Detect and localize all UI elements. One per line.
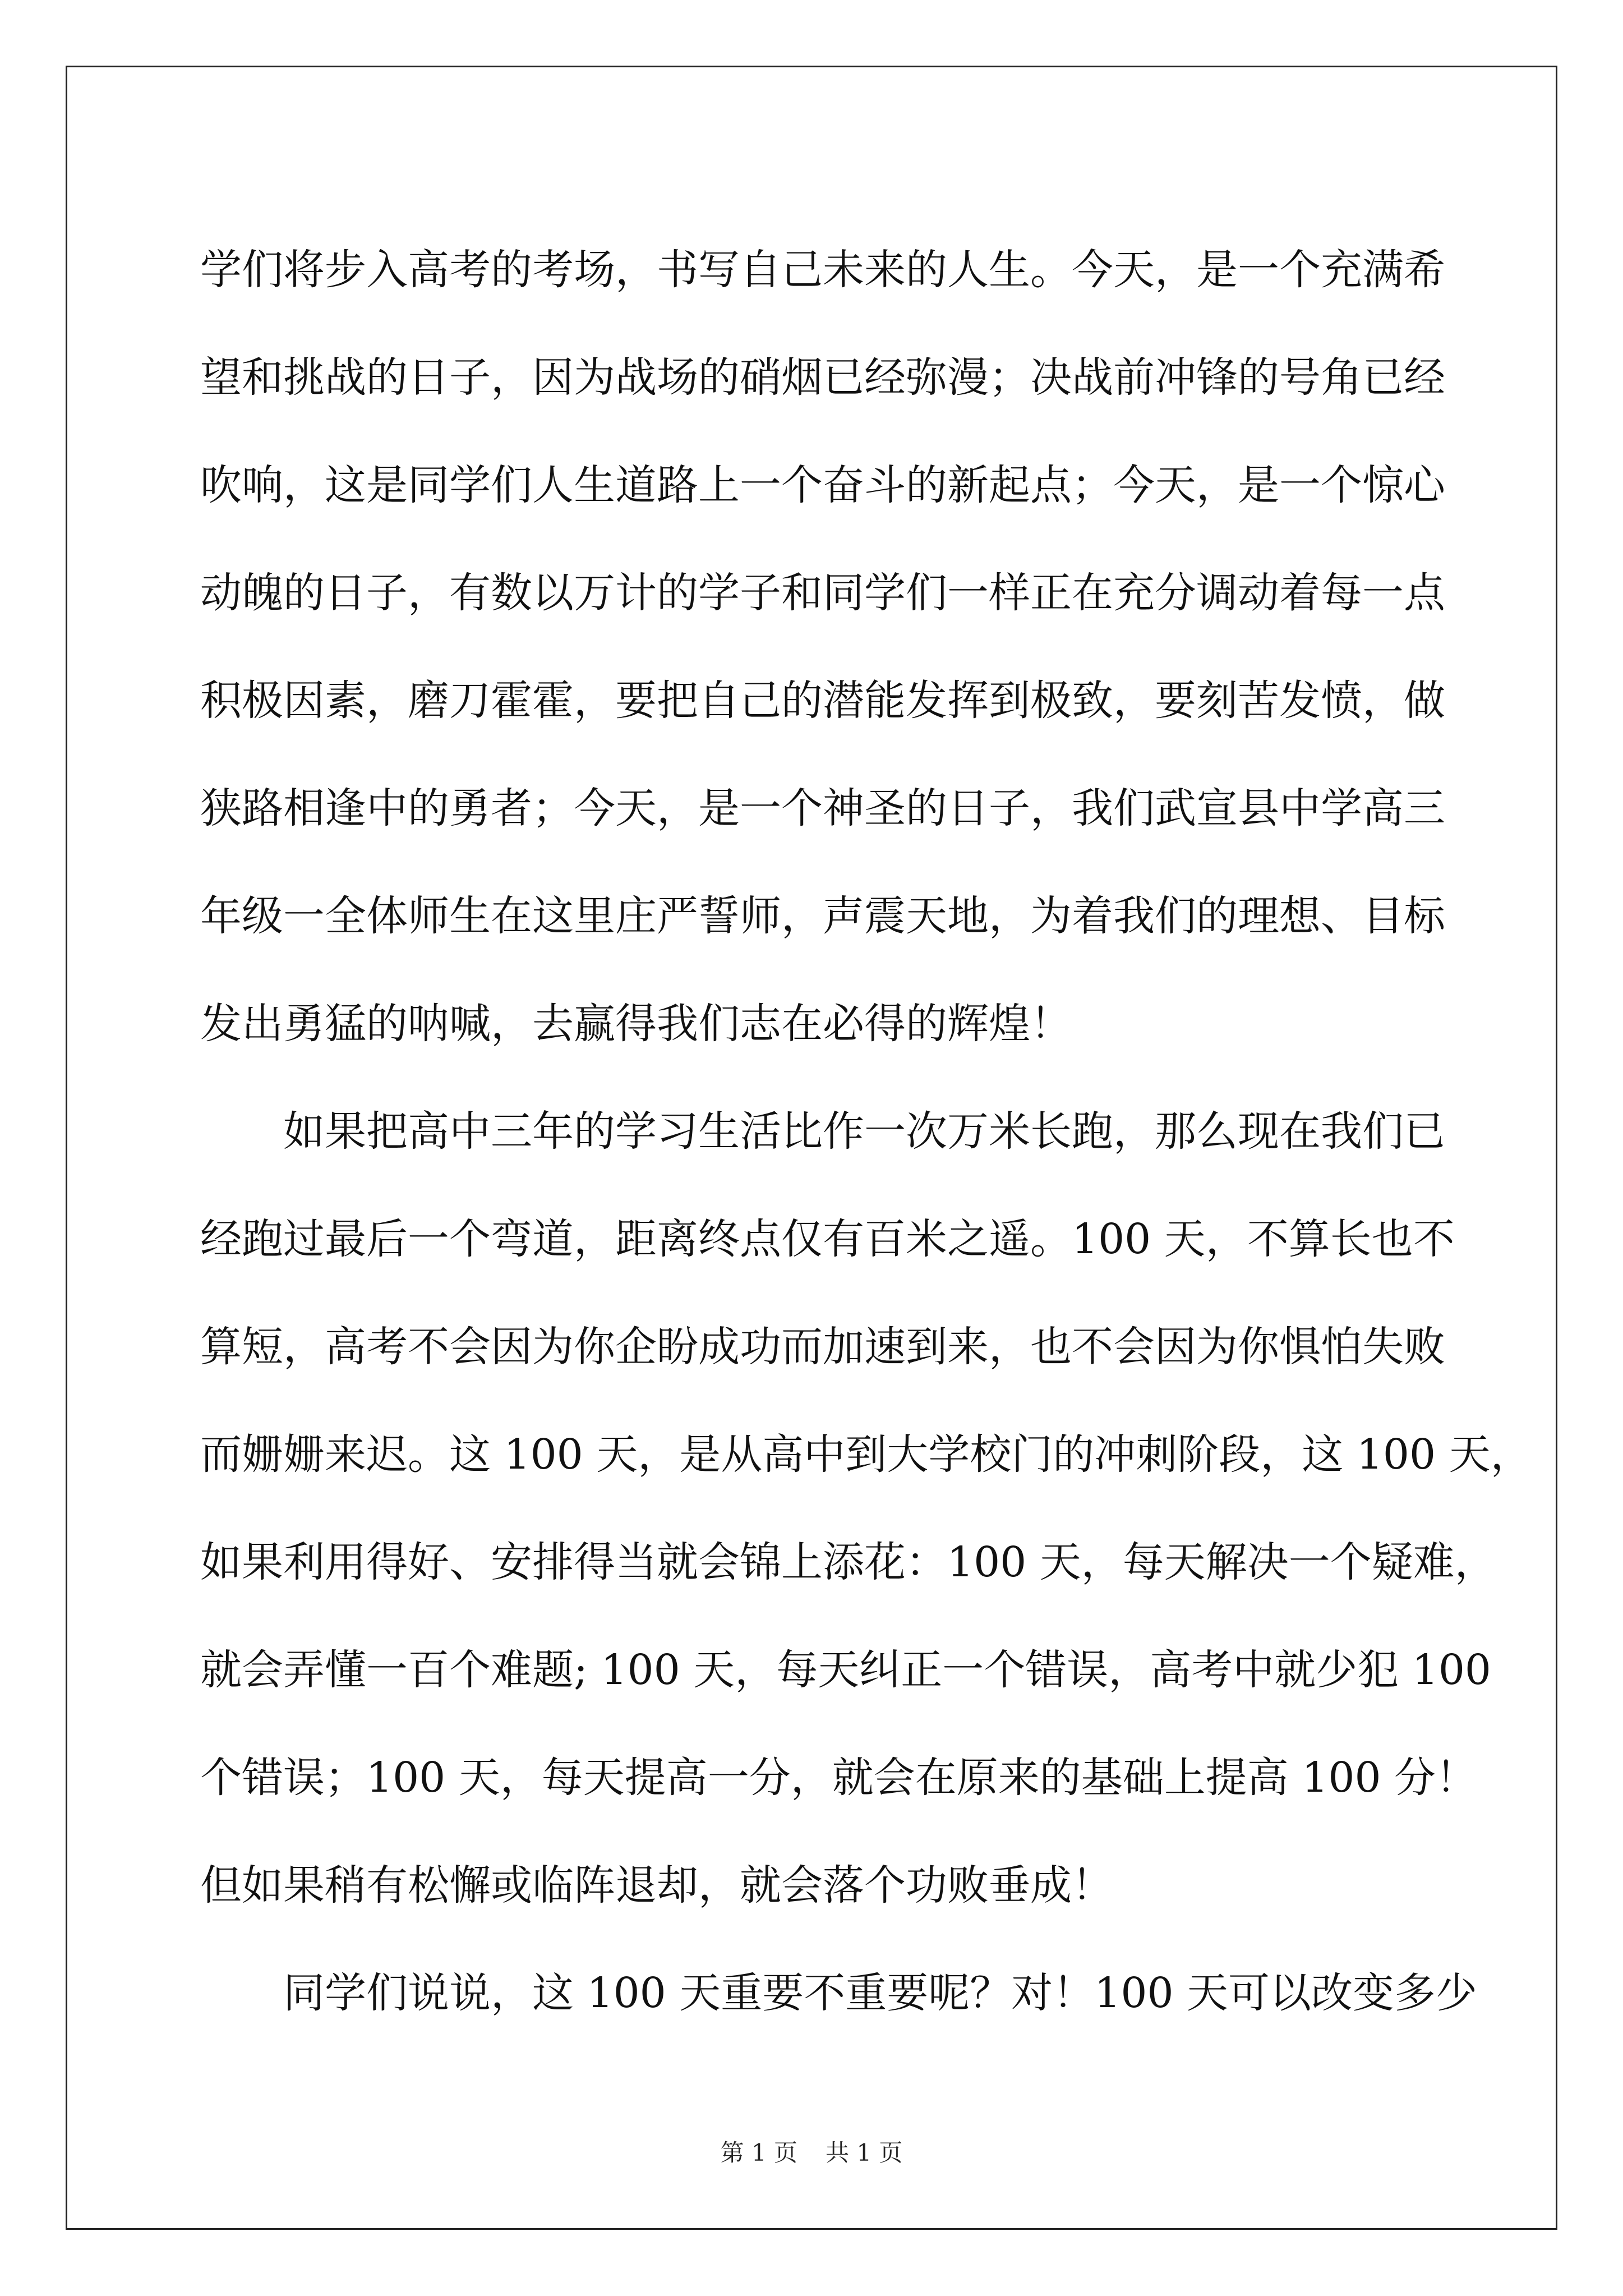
document-body <box>200 216 1532 2047</box>
text-line: 望和挑战的日子，因为战场的硝烟已经弥漫；决战前冲锋的号角已经 <box>200 353 1445 402</box>
text-line: 狭路相逢中的勇者；今天，是一个神圣的日子，我们武宣县中学高三 <box>200 784 1445 832</box>
text-line: 但如果稍有松懈或临阵退却，就会落个功败垂成！ <box>200 1861 1113 1910</box>
paragraph-start-line: 如果把高中三年的学习生活比作一次万米长跑，那么现在我们已 <box>283 1107 1445 1156</box>
text-line: 学们将步入高考的考场，书写自己未来的人生。今天，是一个充满希 <box>200 246 1445 294</box>
text-line: 积极因素，磨刀霍霍，要把自己的潜能发挥到极致，要刻苦发愤，做 <box>200 677 1445 725</box>
text-line: 个错误；100 天，每天提高一分，就会在原来的基础上提高 100 分！ <box>200 1754 1478 1802</box>
text-line: 就会弄懂一百个难题; 100 天，每天纠正一个错误，高考中就少犯 100 <box>200 1646 1491 1694</box>
text-line: 发出勇猛的呐喊，去赢得我们志在必得的辉煌！ <box>200 1000 1072 1048</box>
text-line: 如果利用得好、安排得当就会锦上添花：100 天，每天解决一个疑难， <box>200 1538 1496 1586</box>
page-number-current: 第 1 页 <box>720 2139 797 2166</box>
text-line: 年级一全体师生在这里庄严誓师，声震天地，为着我们的理想、目标 <box>200 892 1445 940</box>
text-line: 吹响，这是同学们人生道路上一个奋斗的新起点；今天，是一个惊心 <box>200 461 1445 509</box>
text-line: 动魄的日子，有数以万计的学子和同学们一样正在充分调动着每一点 <box>200 569 1445 617</box>
text-line: 经跑过最后一个弯道，距离终点仅有百米之遥。100 天，不算长也不 <box>200 1215 1455 1263</box>
text-line: 算短，高考不会因为你企盼成功而加速到来，也不会因为你惧怕失败 <box>200 1323 1445 1371</box>
page-number-total: 共 1 页 <box>826 2139 903 2166</box>
paragraph-start-line: 同学们说说，这 100 天重要不重要呢？对！100 天可以改变多少 <box>283 1969 1478 2017</box>
page-footer <box>0 2136 1623 2170</box>
text-line: 而姗姗来迟。这 100 天，是从高中到大学校门的冲刺阶段，这 100 天， <box>200 1430 1532 1479</box>
